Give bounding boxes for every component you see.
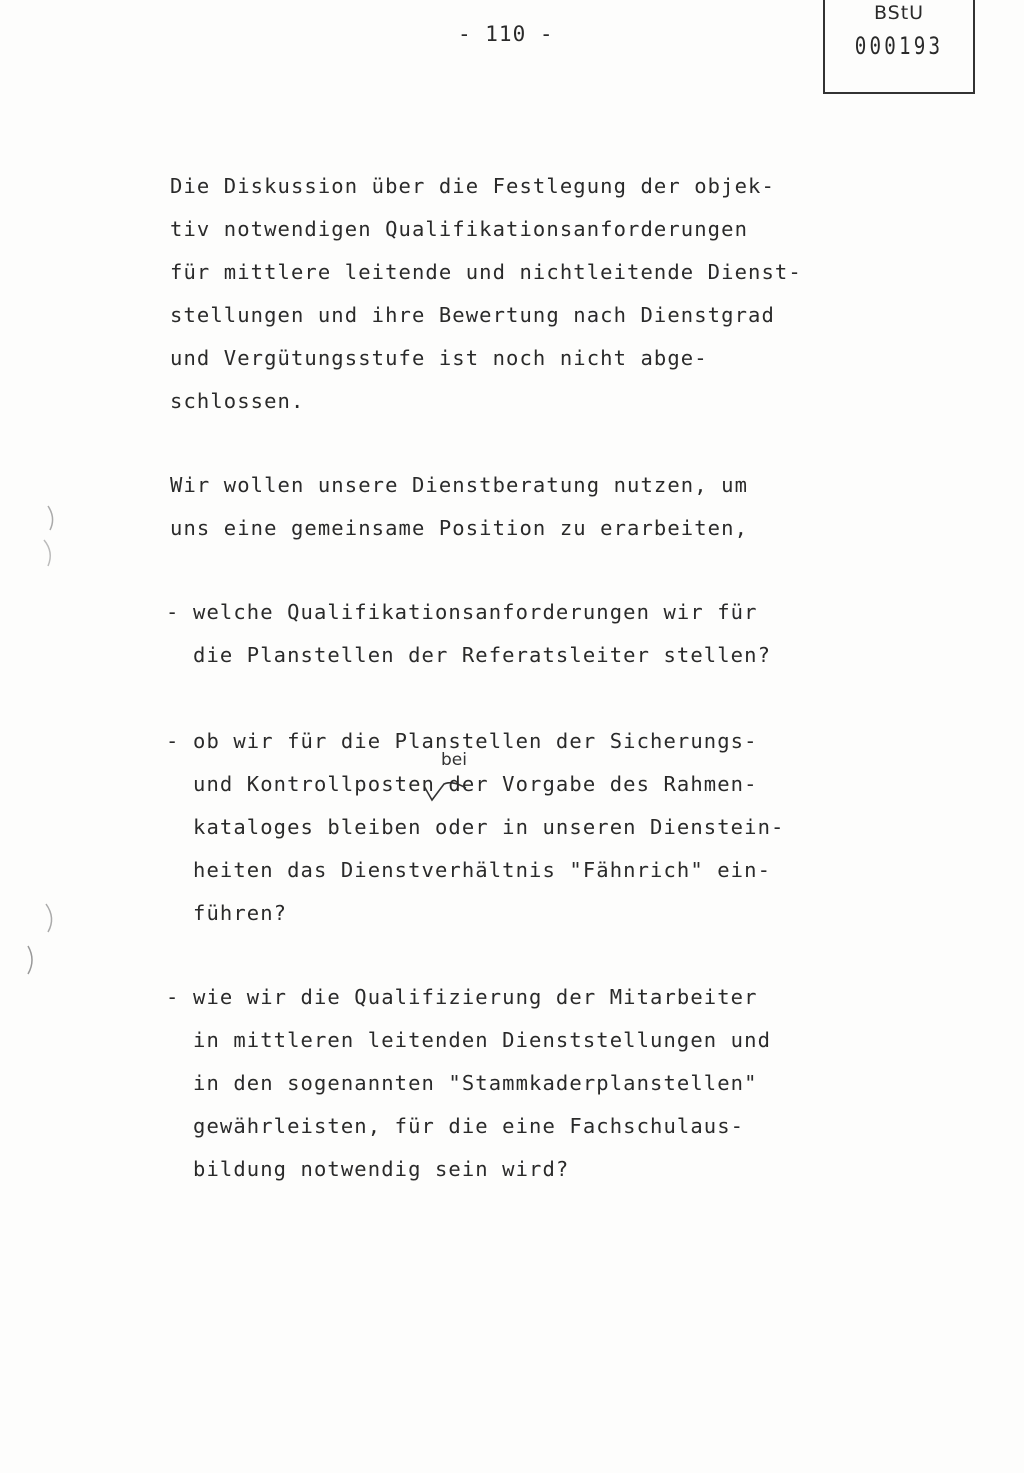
- bullet-line: die Planstellen der Referatsleiter stellen?: [193, 643, 772, 667]
- bullet-line: und Kontrollposten der Vorgabe des Rahmen-: [193, 772, 758, 796]
- handwritten-insert: bei: [441, 750, 467, 770]
- bullet-dash: -: [166, 729, 179, 753]
- archive-stamp: [823, 0, 975, 94]
- bullet-line: bildung notwendig sein wird?: [193, 1157, 570, 1181]
- bullet-dash: -: [166, 985, 179, 1009]
- bullet-line: in den sogenannten "Stammkaderplanstellen": [193, 1071, 758, 1095]
- text-line: stellungen und ihre Bewertung nach Dienstgrad: [170, 303, 775, 327]
- bullet-line: wie wir die Qualifizierung der Mitarbeiter: [193, 985, 758, 1009]
- stamp-number: 000193: [854, 32, 944, 60]
- text-line: und Vergütungsstufe ist noch nicht abge-: [170, 346, 708, 370]
- bullet-line: heiten das Dienstverhältnis "Fähnrich" ein-: [193, 858, 772, 882]
- scan-margin-marks: [20, 500, 60, 1060]
- bullet-dash: -: [166, 600, 179, 624]
- bullet-line: in mittleren leitenden Dienststellungen und: [193, 1028, 772, 1052]
- text-line: uns eine gemeinsame Position zu erarbeiten,: [170, 516, 749, 540]
- page-number: - 110 -: [458, 22, 554, 46]
- bullet-line: gewährleisten, für die eine Fachschulaus-: [193, 1114, 745, 1138]
- stamp-label: BStU: [873, 2, 925, 24]
- bullet-line: führen?: [193, 901, 288, 925]
- text-line: Die Diskussion über die Festlegung der objek-: [170, 174, 775, 198]
- text-line: tiv notwendigen Qualifikationsanforderungen: [170, 217, 749, 241]
- bullet-line: kataloges bleiben oder in unseren Dienstein-: [193, 815, 785, 839]
- text-line: Wir wollen unsere Dienstberatung nutzen, um: [170, 473, 749, 497]
- text-line: für mittlere leitende und nichtleitende Dienst-: [170, 260, 802, 284]
- bullet-line: ob wir für die Planstellen der Sicherungs-: [193, 729, 758, 753]
- text-line: schlossen.: [170, 389, 305, 413]
- bullet-line: welche Qualifikationsanforderungen wir für: [193, 600, 758, 624]
